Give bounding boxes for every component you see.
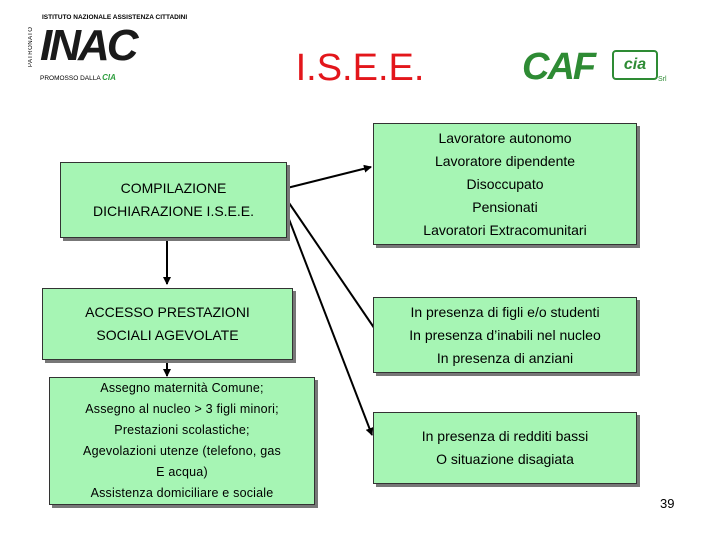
box-line: Prestazioni scolastiche; <box>114 423 250 437</box>
box-line: In presenza d’inabili nel nucleo <box>409 326 601 343</box>
box-line: SOCIALI AGEVOLATE <box>96 327 239 343</box>
box-compilazione-lines <box>93 177 254 223</box>
box-line: Assegno al nucleo > 3 figli minori; <box>85 402 279 416</box>
box-line: Assegno maternità Comune; <box>100 381 264 395</box>
box-line: Agevolazioni utenze (telefono, gas <box>83 444 281 458</box>
box-line: Lavoratore autonomo <box>438 129 572 146</box>
page-number: 39 <box>660 496 675 511</box>
inac-cia-brand: CIA <box>102 73 116 82</box>
box-prestazioni-elenco <box>49 377 315 505</box>
caf-wordmark: CAF <box>522 46 595 88</box>
box-lavoratori <box>373 123 637 245</box>
page-title: I.S.E.E. <box>295 47 425 89</box>
caf-srl-suffix: Srl <box>658 76 667 83</box>
box-figli-inabili-anziani <box>373 297 637 373</box>
box-line: In presenza di figli e/o studenti <box>410 303 600 320</box>
box-line: Lavoratori Extracomunitari <box>423 221 587 238</box>
box-line: Assistenza domiciliare e sociale <box>90 486 274 500</box>
inac-promoted-label: PROMOSSO DALLA <box>40 75 101 82</box>
inac-wordmark: INAC <box>40 21 136 70</box>
box-accesso-prestazioni <box>42 288 293 360</box>
inac-vertical-text: PATRONATO <box>28 26 34 68</box>
box-line: Pensionati <box>472 198 538 215</box>
arrow-to-lavoratori <box>287 167 371 188</box>
box-line: ACCESSO PRESTAZIONI <box>85 304 250 320</box>
box-figli-lines <box>409 301 600 370</box>
box-prestazioni-lines <box>83 378 281 504</box>
box-line: In presenza di redditi bassi <box>421 428 589 444</box>
box-redditi-lines <box>422 425 589 471</box>
box-accesso-lines <box>85 301 250 347</box>
box-line: DICHIARAZIONE I.S.E.E. <box>92 203 255 219</box>
inac-top-text: ISTITUTO NAZIONALE ASSISTENZA CITTADINI <box>42 14 188 21</box>
box-redditi-bassi <box>373 412 637 484</box>
box-line: In presenza di anziani <box>436 349 574 366</box>
box-compilazione <box>60 162 287 238</box>
box-line: Disoccupato <box>466 175 544 192</box>
arrow-to-figli <box>287 200 381 338</box>
box-line: Lavoratore dipendente <box>434 152 576 169</box>
box-lavoratori-lines <box>423 127 586 242</box>
box-line: COMPILAZIONE <box>120 180 227 196</box>
box-line: O situazione disagiata <box>436 451 574 467</box>
box-line: E acqua) <box>156 465 208 479</box>
caf-cia-badge: cia <box>612 50 658 80</box>
